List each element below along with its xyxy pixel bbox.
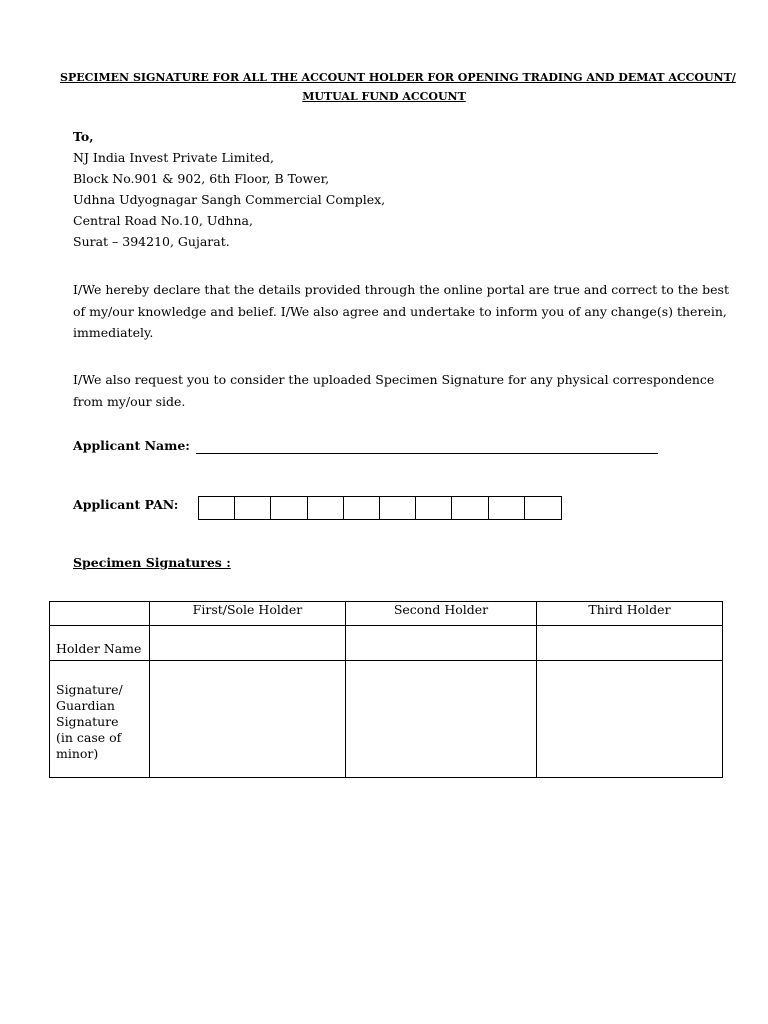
request-line: I/We also request you to consider the uploaded Specimen Signature for any physical correspondence [73,372,715,387]
table-header-first-holder [149,602,345,626]
declaration-line: I/We hereby declare that the details provided through the online portal are true and correct to the best [73,282,729,297]
third-holder-name-cell[interactable] [536,626,722,661]
document-title [60,68,736,106]
second-holder-header: Second Holder [393,602,489,617]
pan-char-box[interactable] [380,497,416,519]
pan-char-box[interactable] [199,497,235,519]
address-salutation: To, [73,129,94,144]
first-holder-header: First/Sole Holder [192,602,303,617]
title-line-1: SPECIMEN SIGNATURE FOR ALL THE ACCOUNT HOLDER FOR OPENING TRADING AND DEMAT ACCOUNT/ [60,71,736,84]
signature-label-cell [50,661,150,778]
specimen-signature-table [49,601,723,778]
address-line: Surat – 394210, Gujarat. [73,234,230,249]
address-line: Central Road No.10, Udhna, [73,213,253,228]
title-line-2: MUTUAL FUND ACCOUNT [302,90,466,103]
table-header-row [50,602,723,626]
applicant-name-field[interactable] [196,453,658,454]
address-line: Block No.901 & 902, 6th Floor, B Tower, [73,171,330,186]
pan-char-box[interactable] [271,497,307,519]
address-line: NJ India Invest Private Limited, [73,150,275,165]
first-holder-name-cell[interactable] [149,626,345,661]
table-header-second-holder [345,602,536,626]
holder-name-label-cell [50,626,150,661]
holder-name-label: Holder Name [56,641,142,656]
request-paragraph [73,369,713,412]
specimen-signatures-heading: Specimen Signatures : [73,555,231,570]
pan-char-box[interactable] [235,497,271,519]
second-holder-name-cell[interactable] [345,626,536,661]
address-line: Udhna Udyognagar Sangh Commercial Complex, [73,192,386,207]
declaration-line: of my/our knowledge and belief. I/We also agree and undertake to inform you of any change(s) therein, [73,303,727,319]
request-line: from my/our side. [73,393,186,409]
pan-char-box[interactable] [308,497,344,519]
pan-char-box[interactable] [489,497,525,519]
table-header-empty [50,602,150,626]
holder-name-row [50,626,723,661]
declaration-line: immediately. [73,325,154,340]
signature-row [50,661,723,778]
signature-label: Signature/ Guardian Signature (in case of minor) [56,682,123,761]
declaration-paragraph [73,279,729,344]
first-holder-signature-cell[interactable] [149,661,345,778]
third-holder-header: Third Holder [588,602,671,617]
applicant-pan-label: Applicant PAN: [73,497,179,512]
pan-char-box[interactable] [416,497,452,519]
table-header-third-holder [536,602,722,626]
recipient-address [73,126,385,252]
applicant-name-label: Applicant Name: [73,438,190,453]
applicant-pan-field [198,496,562,520]
second-holder-signature-cell[interactable] [345,661,536,778]
third-holder-signature-cell[interactable] [536,661,722,778]
pan-char-box[interactable] [525,497,561,519]
pan-char-box[interactable] [452,497,488,519]
pan-char-box[interactable] [344,497,380,519]
